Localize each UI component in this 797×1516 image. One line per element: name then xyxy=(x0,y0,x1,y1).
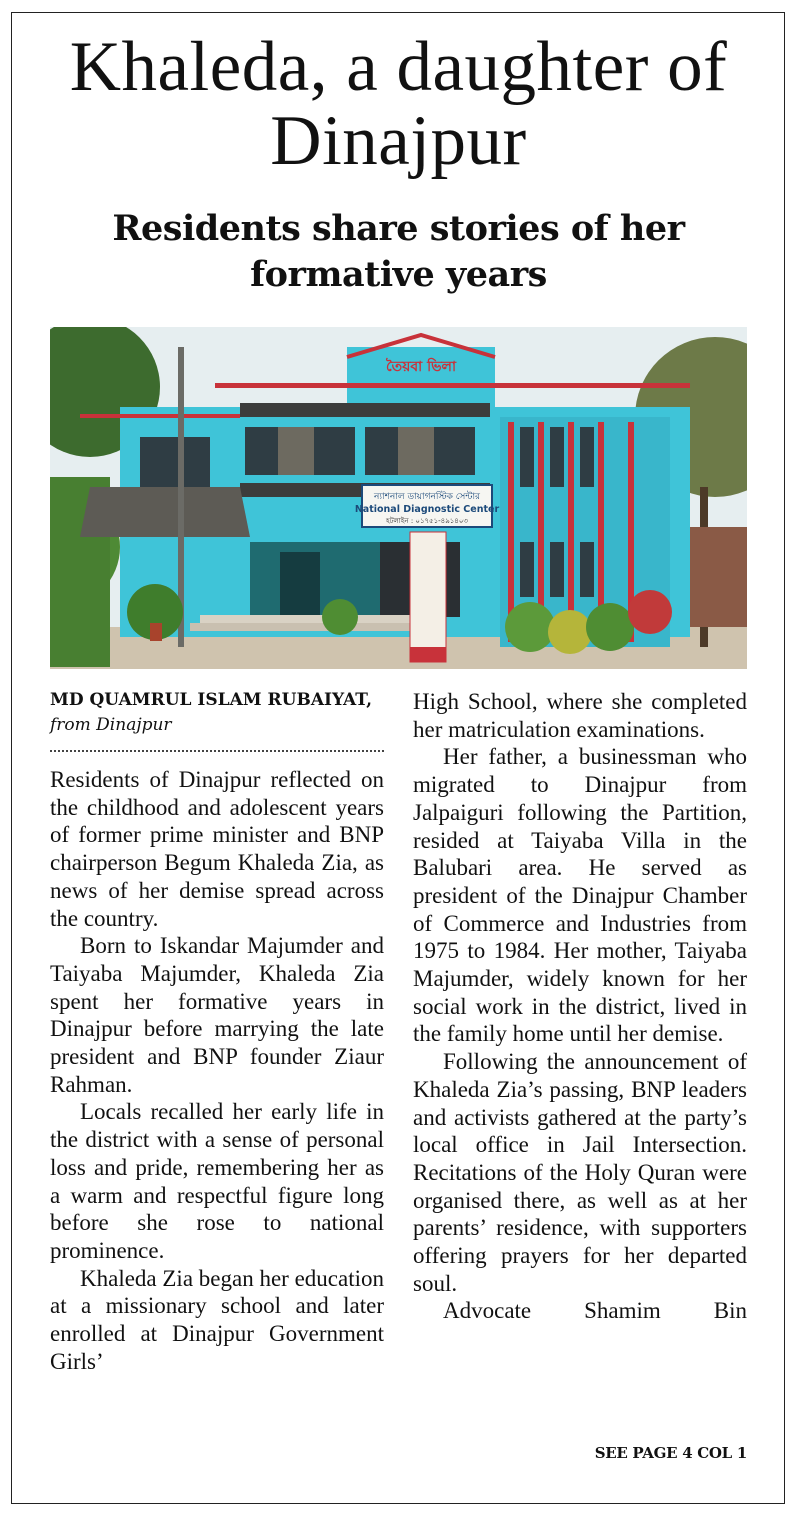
board-bengali-text: ন্যাশনাল ডায়াগনস্টিক সেন্টার xyxy=(373,492,481,502)
byline-location: from Dinajpur xyxy=(50,715,172,735)
tower-sign-text: তৈয়বা ভিলা xyxy=(385,359,457,375)
paragraph: Residents of Dinajpur reflected on the childhood and adolescent years of former prime minister and BNP chairperson Begum Khaleda Zia, as news of her demise spread across the country. xyxy=(50,767,384,931)
byline-name: MD QUAMRUL ISLAM RUBAIYAT, xyxy=(50,690,373,710)
article-column-2 xyxy=(413,688,747,1325)
paragraph: High School, where she completed her matriculation examinations. xyxy=(413,689,747,742)
paragraph: Her father, a businessman who migrated to Dinajpur from Jalpaiguri following the Partition, resided at Taiyaba Villa in the Balubari area. He served as president of the Dinajpur Chamber of Commerce and Industries from 1975 to 1984. Her mother, Taiyaba Majumder, widely known for her social work in the district, lived in the family home until her demise. xyxy=(413,744,747,1047)
board-english-text: National Diagnostic Center xyxy=(354,504,500,515)
subheadline: Residents share stories of her formative years xyxy=(112,208,685,295)
board-phone-text: হটলাইন : ০১৭৫১-৪৯১৪০৩ xyxy=(386,517,468,525)
paragraph: Advocate Shamim Bin xyxy=(443,1298,747,1324)
article-photo xyxy=(50,327,747,669)
continuation-jump[interactable]: SEE PAGE 4 COL 1 xyxy=(594,1444,747,1462)
paragraph: Following the announcement of Khaleda Zia’s passing, BNP leaders and activists gathered at the party’s local office in Jail Intersection. Recitations of the Holy Quran were organised there, as well as at her parents’ residence, with supporters offering prayers for her departed soul. xyxy=(413,1049,747,1296)
byline-divider xyxy=(50,750,384,752)
article-column-1 xyxy=(50,766,384,1375)
paragraph: Locals recalled her early life in the district with a sense of personal loss and pride, remembering her as a warm and respectful figure long before she rose to national prominence. xyxy=(50,1099,384,1263)
paragraph: Khaleda Zia began her education at a missionary school and later enrolled at Dinajpur Government Girls’ xyxy=(50,1265,384,1374)
paragraph: Born to Iskandar Majumder and Taiyaba Majumder, Khaleda Zia spent her formative years in Dinajpur before marrying the late president and BNP founder Ziaur Rahman. xyxy=(50,933,384,1097)
building-photo-illustration xyxy=(50,327,747,669)
byline xyxy=(50,688,384,738)
headline: Khaleda, a daughter of Dinajpur xyxy=(69,28,728,180)
